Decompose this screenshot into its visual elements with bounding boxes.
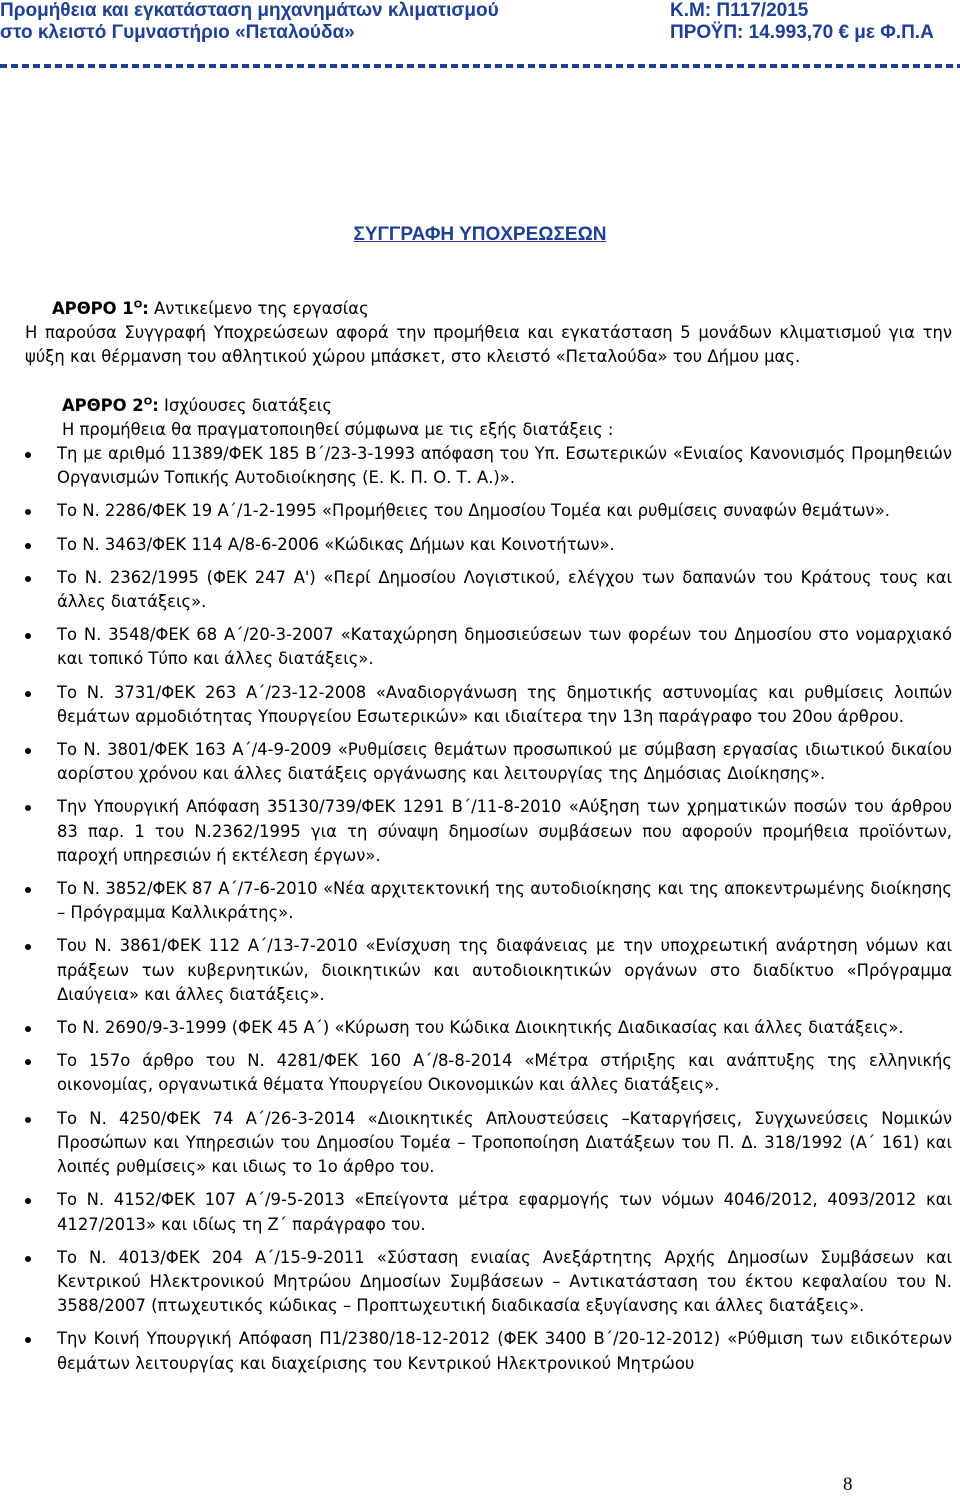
header-row-1 bbox=[0, 0, 960, 22]
list-item: Το Ν. 4250/ΦΕΚ 74 Α΄/26-3-2014 «Διοικητικές Απλουστεύσεις –Καταργήσεις, Συγχωνεύσεις Νομικών Προσώπων και Υπηρεσιών του Δημοσίου Τομέα – Τροποποίηση Διατάξεων του Π. Δ. 318/1992 (Α΄ 161) και λοιπές ρυθμίσεις» και ιδιως το 1ο άρθρο του. bbox=[25, 1107, 952, 1180]
list-item: Το 157ο άρθρο του Ν. 4281/ΦΕΚ 160 Α΄/8-8-2014 «Μέτρα στήριξης και ανάπτυξης της ελληνικής οικονομίας, οργανωτικά θέματα Υπουργείου Οικονομικών και άλλες διατάξεις». bbox=[25, 1049, 952, 1097]
list-item: Το Ν. 2362/1995 (ΦΕΚ 247 Α') «Περί Δημοσίου Λογιστικού, ελέγχου των δαπανών του Κράτους τους και άλλες διατάξεις». bbox=[25, 566, 952, 614]
provisions-list bbox=[25, 442, 952, 1376]
list-item: Το Ν. 3731/ΦΕΚ 263 Α΄/23-12-2008 «Αναδιοργάνωση της δημοτικής αστυνομίας και ρυθμίσεις λοιπών θεμάτων αρμοδιότητας Υπουργείου Εσωτερικών» και ιδιαίτερα την 13η παράγραφο του 20ου άρθρου. bbox=[25, 681, 952, 729]
page-number: 8 bbox=[843, 1474, 853, 1495]
list-item: Το Ν. 4152/ΦΕΚ 107 Α΄/9-5-2013 «Επείγοντα μέτρα εφαρμογής των νόμων 4046/2012, 4093/2012 και 4127/2013» και ιδίως τη Ζ΄ παράγραφο του. bbox=[25, 1188, 952, 1236]
header-divider bbox=[0, 64, 960, 68]
document-title: ΣΥΓΓΡΑΦΗ ΥΠΟΧΡΕΩΣΕΩΝ bbox=[353, 224, 607, 245]
list-item: Το Ν. 3852/ΦΕΚ 87 Α΄/7-6-2010 «Νέα αρχιτεκτονική της αυτοδιοίκησης και της αποκεντρωμένης διοίκησης – Πρόγραμμα Καλλικράτης». bbox=[25, 877, 952, 925]
list-item: Την Υπουργική Απόφαση 35130/739/ΦΕΚ 1291 Β΄/11-8-2010 «Αύξηση των χρηματικών ποσών του άρθρου 83 παρ. 1 του Ν.2362/1995 για τη σύναψη δημοσίων συμβάσεων που αφορούν προμήθεια προϊόντων, παροχή υπηρεσιών ή εκτέλεση έργων». bbox=[25, 795, 952, 868]
article-2-intro: Η προμήθεια θα πραγματοποιηθεί σύμφωνα με τις εξής διατάξεις : bbox=[62, 419, 614, 439]
list-item: Το Ν. 3463/ΦΕΚ 114 Α/8-6-2006 «Κώδικας Δήμων και Κοινοτήτων». bbox=[25, 533, 952, 557]
article-2-heading: ΑΡΘΡΟ $2^O$: Ισχύουσες διατάξεις bbox=[62, 395, 332, 415]
document-body bbox=[25, 297, 952, 1385]
project-code: Κ.Μ: Π117/2015 bbox=[670, 0, 809, 21]
list-item: Το Ν. 3801/ΦΕΚ 163 Α΄/4-9-2009 «Ρυθμίσεις θεμάτων προσωπικού με σύμβαση εργασίας ιδιωτικού δικαίου αορίστου χρόνου και άλλες διατάξεις οργάνωσης και λειτουργίας της Δημόσιας Διοίκησης». bbox=[25, 738, 952, 786]
header-row-2 bbox=[0, 22, 960, 44]
list-item: Το Ν. 2286/ΦΕΚ 19 Α΄/1-2-1995 «Προμήθειες του Δημοσίου Τομέα και ρυθμίσεις συναφών θεμάτων». bbox=[25, 499, 952, 523]
project-budget: ΠΡΟΫΠ: 14.993,70 € με Φ.Π.Α bbox=[670, 22, 934, 43]
list-item: Τη με αριθμό 11389/ΦΕΚ 185 Β΄/23-3-1993 απόφαση του Υπ. Εσωτερικών «Ενιαίος Κανονισμός Προμηθειών Οργανισμών Τοπικής Αυτοδιοίκησης (Ε. Κ. Π. Ο. Τ. Α.)». bbox=[25, 442, 952, 490]
list-item: Το Ν. 4013/ΦΕΚ 204 Α΄/15-9-2011 «Σύσταση ενιαίας Ανεξάρτητης Αρχής Δημοσίων Συμβάσεων και Κεντρικού Ηλεκτρονικού Μητρώου Δημοσίων Συμβάσεων – Αντικατάσταση του έκτου κεφαλαίου του Ν. 3588/2007 (πτωχευτικός κώδικας – Προπτωχευτική διαδικασία εξυγίανσης και άλλες διατάξεις». bbox=[25, 1246, 952, 1319]
list-item: Του Ν. 3861/ΦΕΚ 112 Α΄/13-7-2010 «Ενίσχυση της διαφάνειας με την υποχρεωτική ανάρτηση νόμων και πράξεων των κυβερνητικών, διοικητικών και αυτοδιοικητικών οργάνων στο διαδίκτυο «Πρόγραμμα Διαύγεια» και άλλες διατάξεις». bbox=[25, 934, 952, 1007]
project-title: Προμήθεια και εγκατάσταση μηχανημάτων κλιματισμού bbox=[0, 0, 499, 21]
list-item: Το Ν. 3548/ΦΕΚ 68 Α΄/20-3-2007 «Καταχώρηση δημοσιεύσεων των φορέων του Δημοσίου στο νομαρχιακό και τοπικό Τύπο και άλλες διατάξεις». bbox=[25, 623, 952, 671]
document-header bbox=[0, 0, 960, 44]
project-location: στο κλειστό Γυμναστήριο «Πεταλούδα» bbox=[0, 22, 355, 43]
list-item: Το Ν. 2690/9-3-1999 (ΦΕΚ 45 Α΄) «Κύρωση του Κώδικα Διοικητικής Διαδικασίας και άλλες διατάξεις». bbox=[25, 1016, 952, 1040]
article-1-text: Η παρούσα Συγγραφή Υποχρεώσεων αφορά την προμήθεια και εγκατάσταση 5 μονάδων κλιματισμού για την ψύξη και θέρμανση του αθλητικού χώρου μπάσκετ, στο κλειστό «Πεταλούδα» του Δήμου μας. bbox=[25, 323, 952, 367]
article-1-heading: ΑΡΘΡΟ $1^O$: Αντικείμενο της εργασίας bbox=[52, 299, 369, 318]
list-item: Την Κοινή Υπουργική Απόφαση Π1/2380/18-12-2012 (ΦΕΚ 3400 Β΄/20-12-2012) «Ρύθμιση των ειδικότερων θεμάτων λειτουργίας και διαχείρισης του Κεντρικού Ηλεκτρονικού Μητρώου bbox=[25, 1327, 952, 1375]
